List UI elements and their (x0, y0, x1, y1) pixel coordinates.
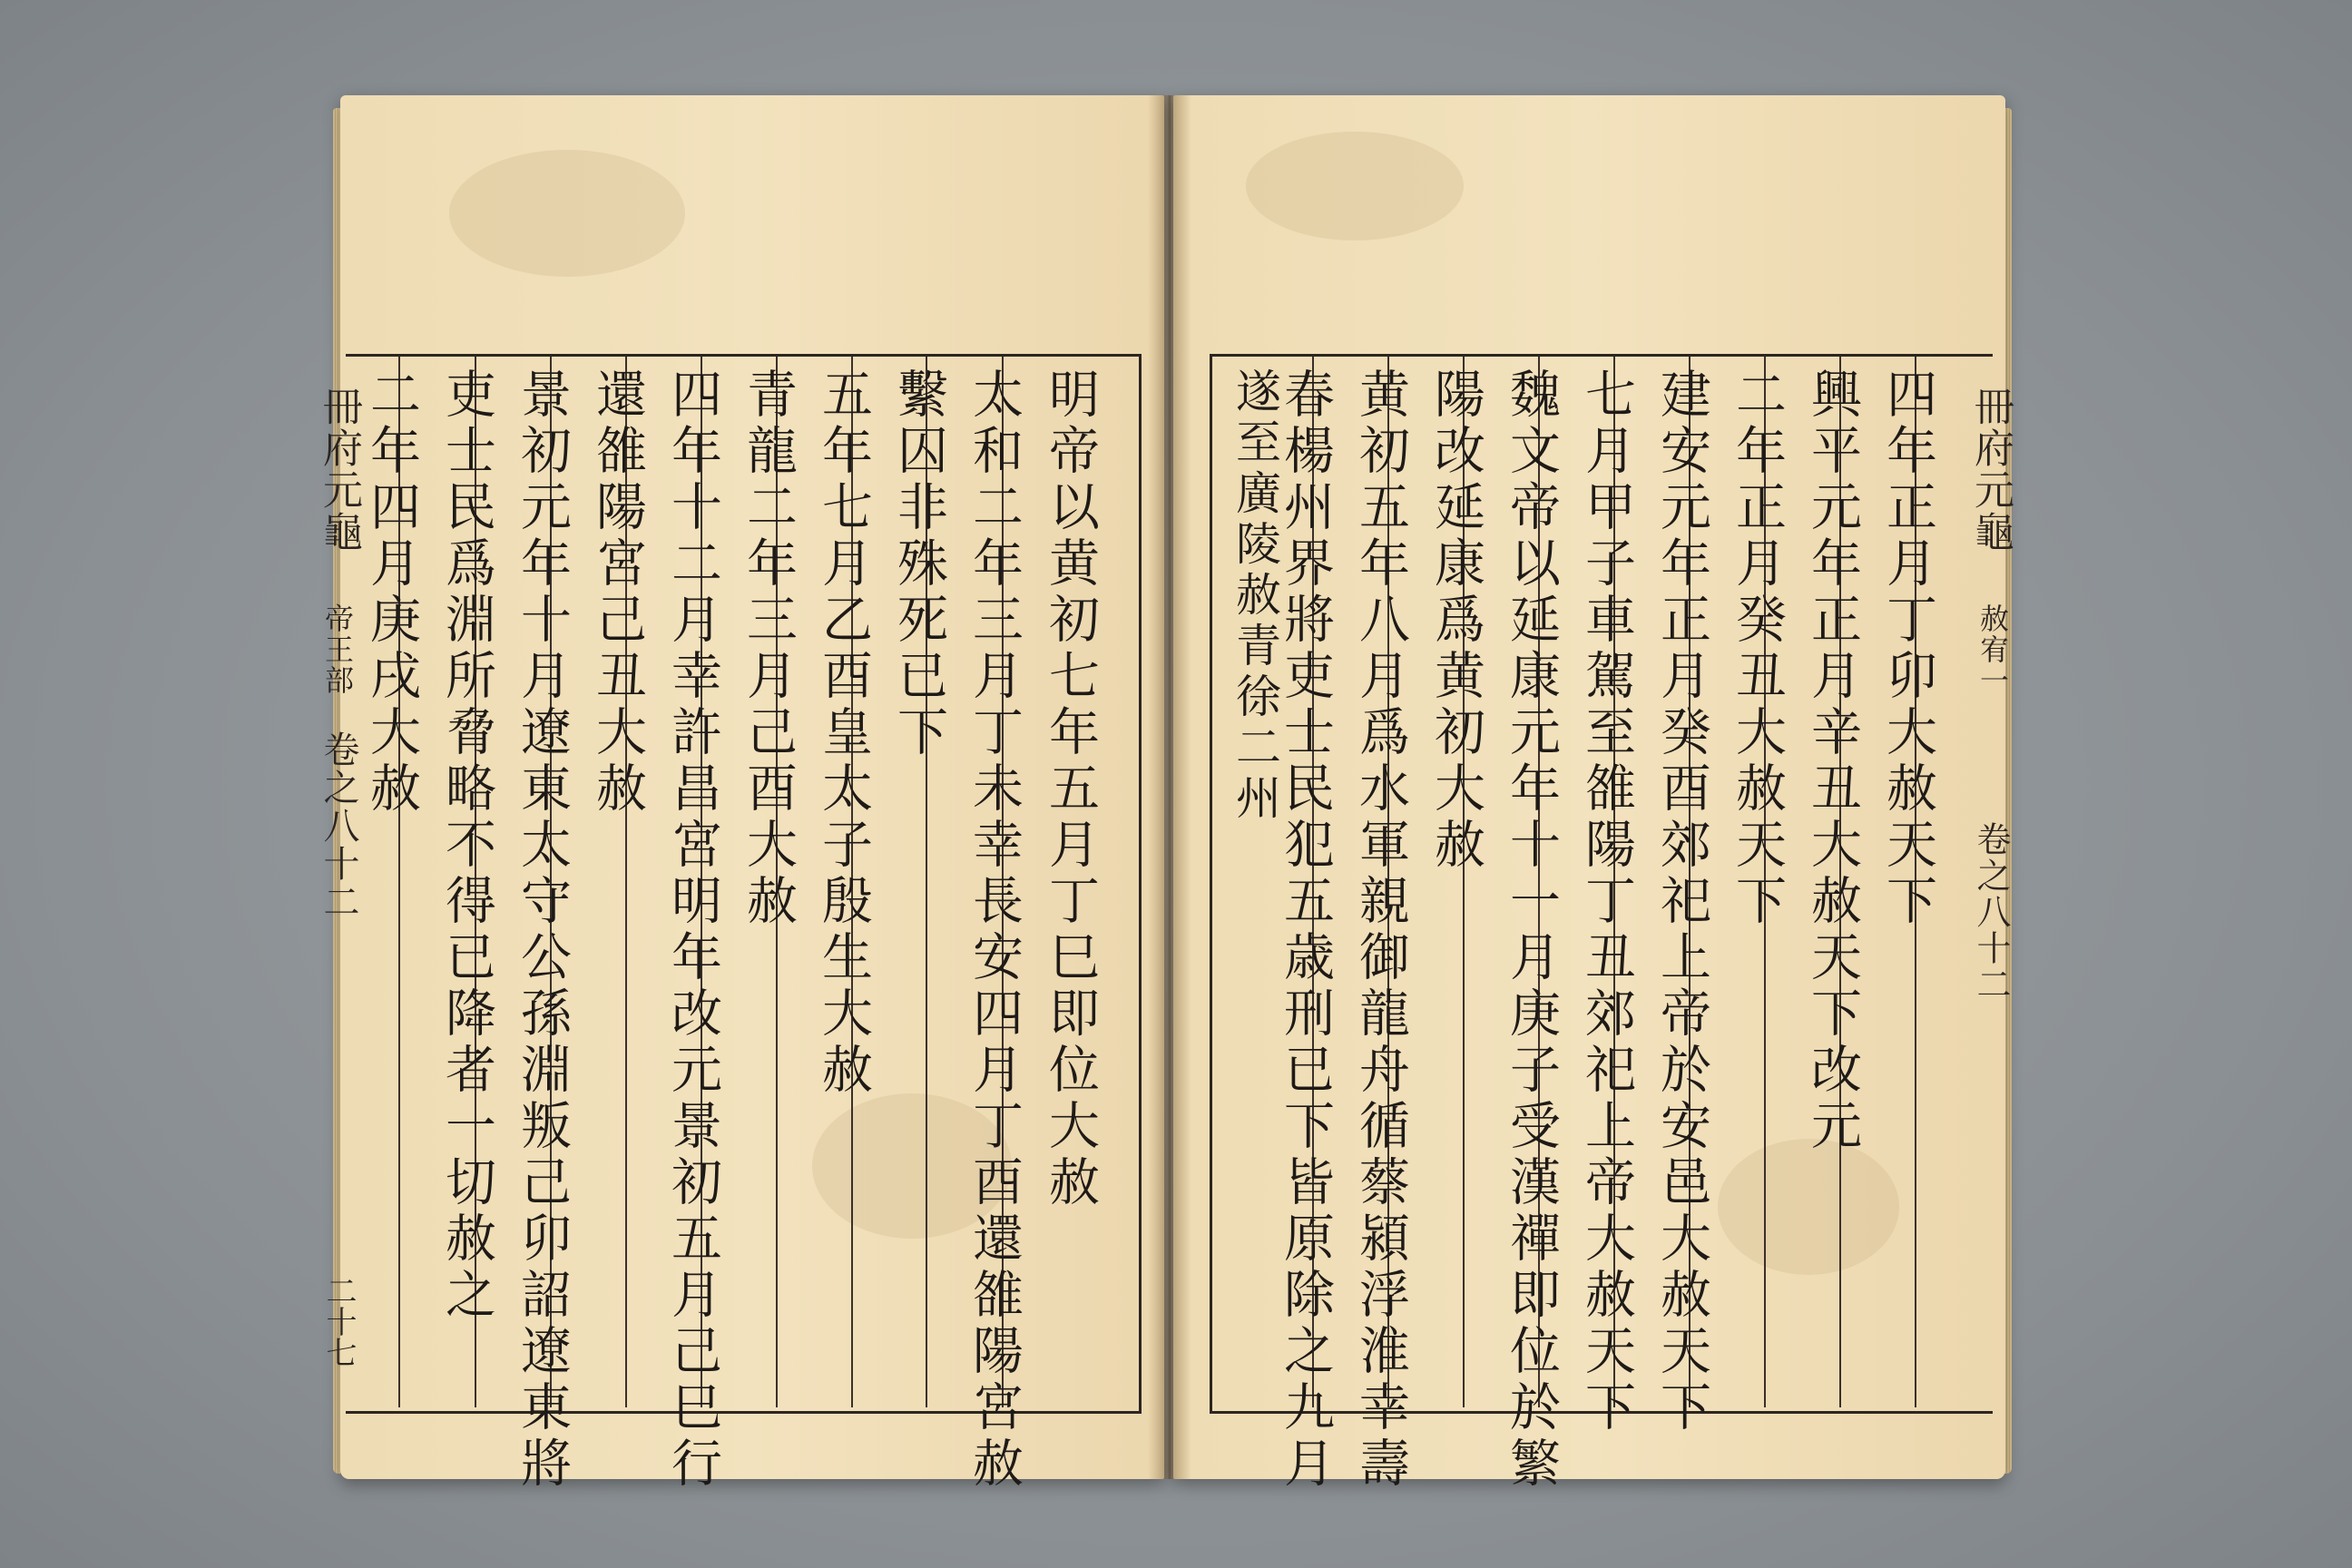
page-number: 二十七 (320, 1275, 357, 1367)
text-column: 五年七月乙酉皇太子殷生大赦 (814, 368, 873, 1099)
text-column: 陽改延康爲黄初大赦 (1426, 368, 1485, 874)
margin-section: 赦宥一 (1975, 603, 2010, 696)
text-column: 四年正月丁卯大赦天下 (1878, 368, 1937, 930)
text-column: 建安元年正月癸酉郊祀上帝於安邑大赦天下 (1652, 368, 1711, 1436)
text-column: 四年十二月幸許昌宮明年改元景初五月己巳行 (663, 368, 722, 1493)
text-column: 七月甲子車駕至雒陽丁丑郊祀上帝大赦天下 (1577, 368, 1636, 1436)
text-column: 青龍二年三月己酉大赦 (739, 368, 798, 930)
margin-section: 帝王部 (320, 603, 355, 696)
margin-juan: 卷之八十二 (318, 730, 359, 921)
margin-title: 冊府元龜 (1967, 386, 2014, 553)
margin-juan: 卷之八十二 (1971, 821, 2011, 1003)
book-gutter (1148, 95, 1191, 1479)
text-column: 還雒陽宮己丑大赦 (588, 368, 647, 818)
text-column: 春楊州界將吏士民犯五歳刑已下皆原除之九月 (1276, 368, 1335, 1493)
paper-stain (449, 150, 685, 277)
text-column: 景初元年十月遼東太守公孫淵叛己卯詔遼東將 (513, 368, 572, 1493)
text-column: 二年四月庚戌大赦 (362, 368, 421, 818)
open-book (316, 95, 2014, 1493)
text-column: 興平元年正月辛丑大赦天下改元 (1803, 368, 1862, 1155)
text-column: 吏士民爲淵所脅略不得已降者一切赦之 (437, 368, 496, 1324)
text-column: 繫囚非殊死已下 (889, 368, 948, 761)
text-column: 二年正月癸丑大赦天下 (1728, 368, 1787, 930)
text-column: 黄初五年八月爲水軍親御龍舟循蔡潁浮淮幸壽 (1351, 368, 1410, 1493)
left-page (316, 95, 1164, 1493)
text-column: 遂至廣陵赦青徐二州 (1229, 368, 1281, 825)
margin-title: 冊府元龜 (316, 386, 362, 553)
right-page (1173, 95, 2014, 1493)
paper-stain (1246, 132, 1464, 240)
text-column: 明帝以黄初七年五月丁巳即位大赦 (1041, 368, 1100, 1211)
text-column: 太和二年三月丁未幸長安四月丁酉還雒陽宮赦 (965, 368, 1024, 1493)
text-column: 魏文帝以延康元年十一月庚子受漢禪即位於繁 (1502, 368, 1561, 1493)
